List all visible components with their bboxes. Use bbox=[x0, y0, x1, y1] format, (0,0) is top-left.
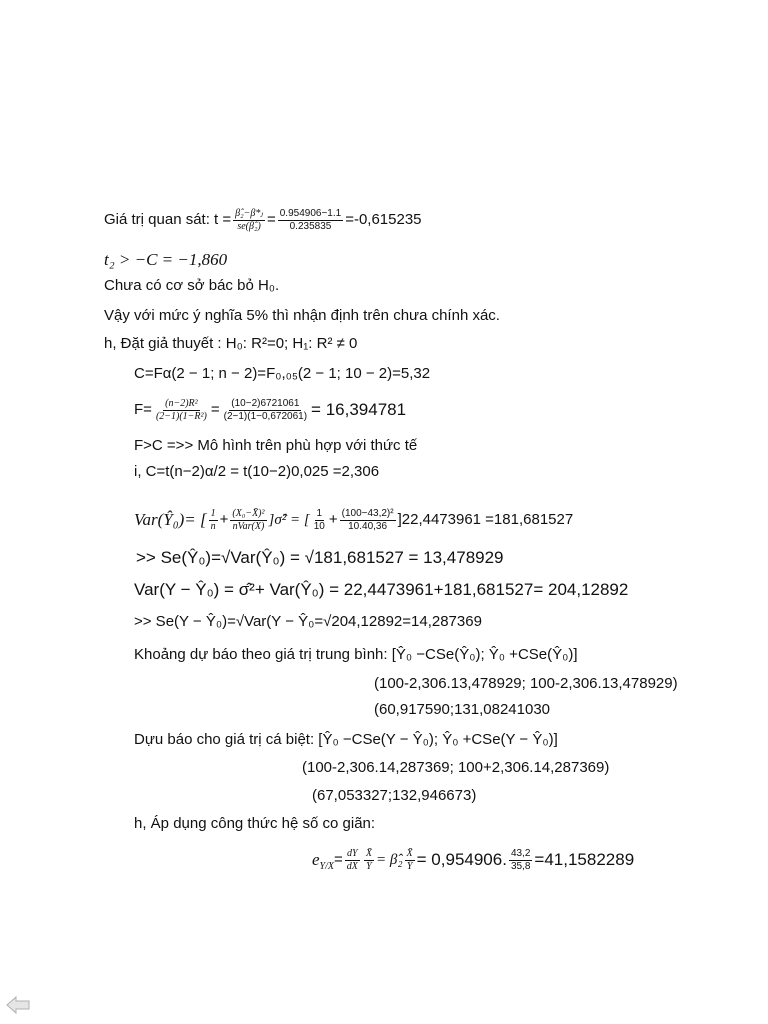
numerator: 0.954906−1.1 bbox=[279, 207, 342, 219]
denominator: 10.40,36 bbox=[348, 520, 388, 532]
fraction-t-values bbox=[278, 208, 343, 233]
numerator: (10−2)6721061 bbox=[231, 397, 300, 409]
numerator: (X₀−X̄)² bbox=[232, 507, 265, 519]
denominator: 35,8 bbox=[510, 860, 531, 872]
line-conclusion: Vậy với mức ý nghĩa 5% thì nhận định trên chưa chính xác. bbox=[104, 307, 500, 324]
equals: = bbox=[266, 211, 276, 228]
coefficient: = 0,954906. bbox=[416, 850, 507, 869]
fraction-x-var bbox=[230, 508, 266, 533]
numerator: X̄ bbox=[406, 847, 413, 859]
numerator: (100−43,2)² bbox=[341, 507, 394, 519]
line-elasticity bbox=[312, 838, 634, 882]
fraction-1-n bbox=[209, 508, 218, 533]
numerator: 1 bbox=[210, 507, 216, 519]
fraction-dy-dx bbox=[345, 848, 360, 873]
fraction-f-values bbox=[222, 398, 309, 423]
line-mean-interval-result: (60,917590;131,08241030 bbox=[374, 701, 551, 718]
line-elasticity-title: h, Áp dụng công thức hệ số co giãn: bbox=[134, 815, 376, 832]
line-critical-t: i, C=t(n−2)α/2 = t(10−2)0,025 =2,306 bbox=[134, 463, 380, 480]
elasticity-result: =41,1582289 bbox=[534, 850, 635, 869]
line-var-y-minus-y0: Var(Y − Ŷ₀) = σ̂²+ Var(Ŷ₀) = 22,4473961+181,681527= 204,12892 bbox=[134, 580, 629, 599]
text-prefix: Giá trị quan sát: t = bbox=[104, 211, 232, 228]
line-no-reject: Chưa có cơ sở bác bỏ H₀. bbox=[104, 277, 280, 294]
e-symbol: e bbox=[312, 850, 320, 869]
denominator: (2−1)(1−R²) bbox=[155, 410, 207, 422]
t-result: =-0,615235 bbox=[345, 211, 422, 228]
denominator: Ȳ bbox=[406, 860, 413, 872]
numerator: β̂₂−β*ⱼ bbox=[235, 207, 263, 219]
equals: = bbox=[210, 401, 220, 418]
equals: = bbox=[334, 851, 343, 868]
line-se-y0: >> Se(Ŷ₀)=√Var(Ŷ₀) = √181,681527 = 13,478929 bbox=[136, 548, 504, 567]
sigma-term: ]σ̂² = [ bbox=[268, 512, 310, 528]
line-observed-value bbox=[104, 198, 422, 242]
line-mean-interval-calc: (100-2,306.13,478929; 100-2,306.13,478929) bbox=[374, 675, 678, 692]
text-prefix: Var(Ŷ₀)= [ bbox=[134, 510, 207, 529]
fraction-xbar-ybar-2 bbox=[405, 848, 415, 873]
line-t2-compare: t₂ > −C = −1,860 bbox=[104, 250, 228, 269]
beta-term: = β̂₂ bbox=[375, 852, 403, 868]
line-critical-f: C=Fα(2 − 1; n − 2)=F₀,₀₅(2 − 1; 10 − 2)=5,32 bbox=[134, 365, 431, 382]
numerator: dY bbox=[347, 847, 358, 859]
line-f-compare: F>C =>> Mô hình trên phù hợp với thức tế bbox=[134, 437, 418, 454]
denominator: (2−1)(1−0,672061) bbox=[223, 410, 308, 422]
denominator: dX bbox=[346, 860, 358, 872]
var-result: ]22,4473961 =181,681527 bbox=[397, 511, 574, 528]
line-se-y-minus-y0: >> Se(Y − Ŷ₀)=√Var(Y − Ŷ₀=√204,12892=14,287369 bbox=[134, 613, 482, 630]
numerator: (n−2)R² bbox=[165, 397, 198, 409]
denominator: Ȳ bbox=[366, 860, 372, 872]
denominator: nVar(X) bbox=[232, 520, 265, 532]
fraction-x-values bbox=[340, 508, 396, 533]
numerator: X̄ bbox=[365, 847, 372, 859]
fraction-xbar-ybar bbox=[364, 848, 374, 873]
plus: + bbox=[328, 511, 338, 528]
denominator: 0.235835 bbox=[289, 220, 332, 232]
line-var-y0 bbox=[134, 498, 573, 542]
line-individual-interval-calc: (100-2,306.14,287369; 100+2,306.14,287369) bbox=[302, 759, 610, 776]
denominator: n bbox=[210, 520, 216, 532]
line-mean-interval-title: Khoảng dự báo theo giá trị trung bình: [Ŷ₀ −CSe(Ŷ₀); Ŷ₀ +CSe(Ŷ₀)] bbox=[134, 646, 578, 663]
fraction-means bbox=[509, 848, 532, 873]
back-arrow-icon[interactable] bbox=[6, 996, 30, 1014]
line-hypothesis: h, Đặt giả thuyết : H₀: R²=0; H₁: R² ≠ 0 bbox=[104, 335, 358, 352]
numerator: 43,2 bbox=[510, 847, 531, 859]
text-prefix: F= bbox=[134, 401, 152, 418]
f-result: = 16,394781 bbox=[311, 400, 407, 419]
denominator: 10 bbox=[313, 520, 325, 532]
e-subscript: Y/X bbox=[319, 861, 334, 872]
numerator: 1 bbox=[316, 507, 323, 519]
line-f-statistic bbox=[134, 388, 406, 432]
line-individual-interval-result: (67,053327;132,946673) bbox=[312, 787, 477, 804]
plus: + bbox=[219, 511, 229, 528]
line-individual-interval-title: Dựu báo cho giá trị cá biệt: [Ŷ₀ −CSe(Y − Ŷ₀); Ŷ₀ +CSe(Y − Ŷ₀)] bbox=[134, 731, 558, 748]
fraction-1-10 bbox=[312, 508, 327, 533]
fraction-t-formula bbox=[233, 208, 265, 233]
denominator: se(β̂₂) bbox=[237, 220, 261, 232]
fraction-f-formula bbox=[154, 398, 209, 423]
